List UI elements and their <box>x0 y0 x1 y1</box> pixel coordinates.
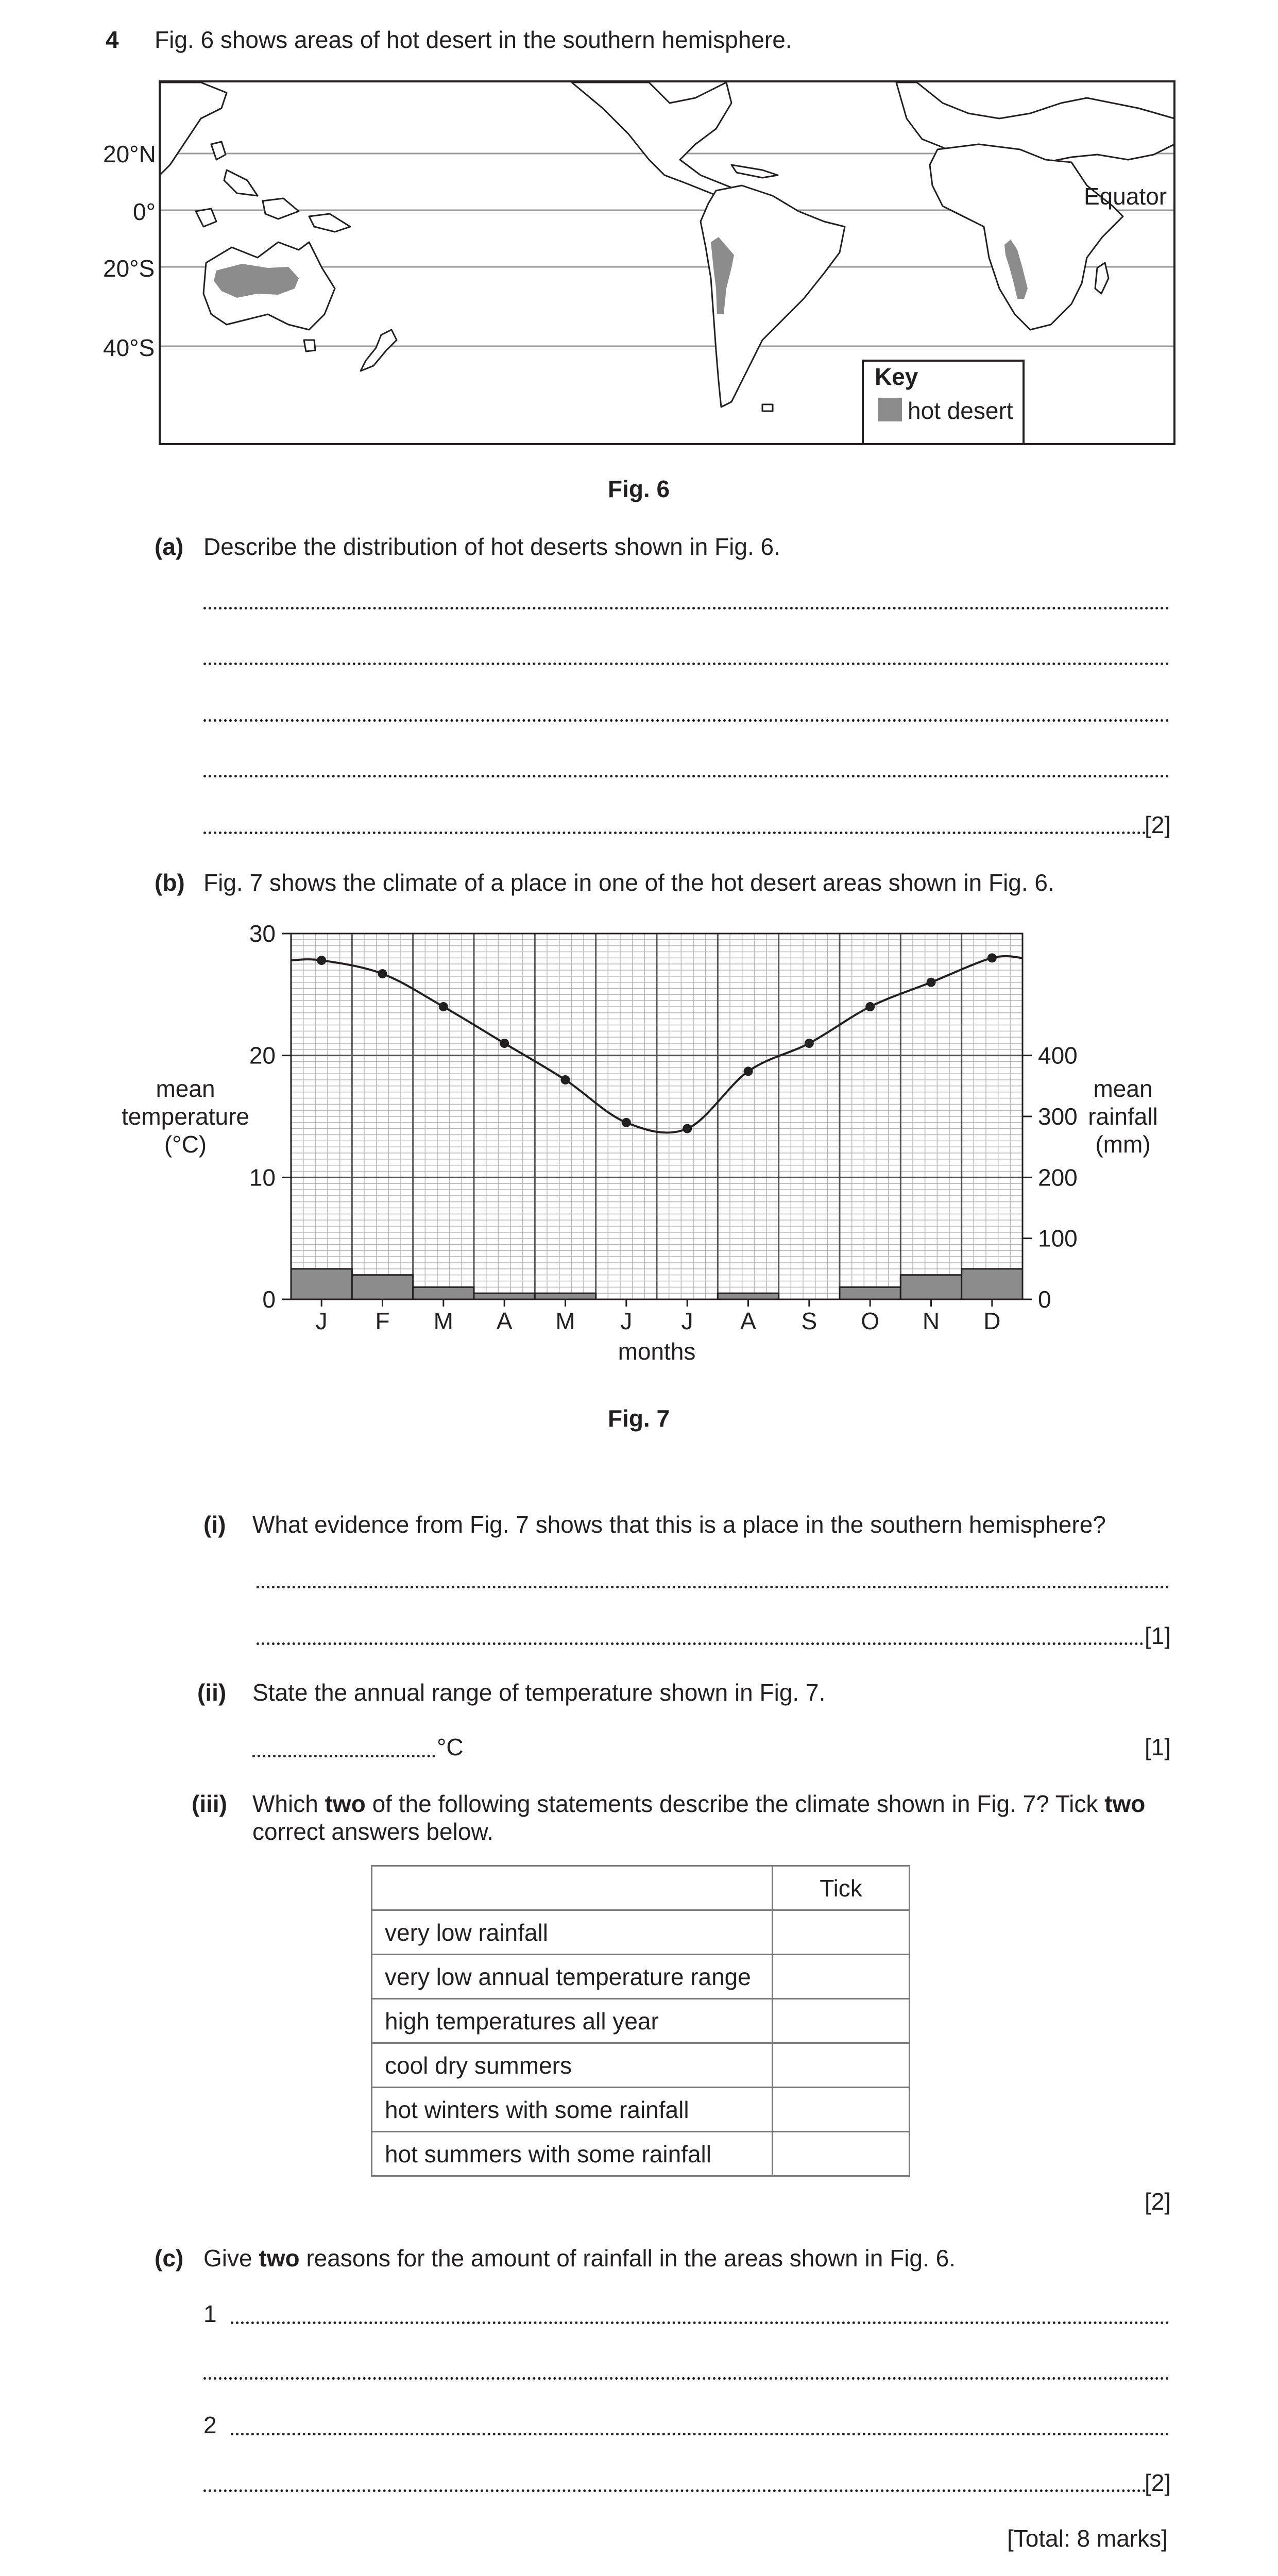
tick-column-header: Tick <box>773 1866 910 1910</box>
reason-number-1: 1 <box>203 2300 217 2327</box>
part-i-label: (i) <box>203 1511 226 1538</box>
part-ii-label: (ii) <box>197 1679 227 1706</box>
fig6-caption: Fig. 6 <box>607 476 670 502</box>
month-label: J <box>620 1308 633 1334</box>
part-b-label: (b) <box>155 869 185 896</box>
statement-table <box>371 1865 910 2177</box>
tick-cell[interactable] <box>773 2132 910 2176</box>
temperature-point <box>805 1039 814 1048</box>
temperature-point <box>622 1118 631 1127</box>
question-intro: Fig. 6 shows areas of hot desert in the southern hemisphere. <box>155 26 792 53</box>
equator-label: Equator <box>1084 183 1167 210</box>
rainfall-bar <box>962 1269 1023 1299</box>
month-label: S <box>801 1308 817 1334</box>
tick-cell[interactable] <box>773 2043 910 2088</box>
text-run: reasons for the amount of rainfall in the areas shown in Fig. 6. <box>299 2245 956 2272</box>
left-axis-label-line: mean <box>156 1075 215 1102</box>
statement-cell: cool dry summers <box>372 2043 773 2088</box>
rainfall-bar <box>291 1269 352 1299</box>
tick-cell[interactable] <box>773 1910 910 1955</box>
right-axis-label <box>1061 1075 1185 1158</box>
fig7-caption: Fig. 7 <box>607 1405 670 1432</box>
left-axis-label <box>103 1075 268 1158</box>
statement-cell: hot summers with some rainfall <box>372 2132 773 2176</box>
part-b-text: Fig. 7 shows the climate of a place in one of the hot desert areas shown in Fig. 6. <box>203 869 1054 896</box>
table-row <box>372 1910 910 1955</box>
part-i-marks: [1] <box>1145 1622 1171 1649</box>
reason-number-2: 2 <box>203 2412 217 2438</box>
temperature-point <box>317 956 326 965</box>
temperature-point <box>683 1124 692 1133</box>
statement-cell: very low annual temperature range <box>372 1955 773 1999</box>
part-ii-marks: [1] <box>1145 1734 1171 1760</box>
answer-line[interactable] <box>257 1586 1169 1588</box>
month-label: M <box>555 1308 575 1334</box>
lat-label-40s: 40°S <box>103 334 155 361</box>
lat-label-20s: 20°S <box>103 255 155 282</box>
part-c-label: (c) <box>155 2245 184 2272</box>
temperature-point <box>561 1075 570 1084</box>
table-row <box>372 1955 910 1999</box>
right-tick-label: 300 <box>1038 1103 1078 1130</box>
statement-cell: hot winters with some rainfall <box>372 2088 773 2132</box>
answer-line[interactable] <box>257 1642 1144 1645</box>
temperature-point <box>500 1039 509 1048</box>
temperature-point <box>865 1002 875 1011</box>
table-row <box>372 2043 910 2088</box>
text-run: Which <box>252 1790 325 1817</box>
temperature-point <box>744 1066 753 1076</box>
part-iii-question-line2: correct answers below. <box>252 1818 493 1845</box>
part-i-text: What evidence from Fig. 7 shows that this is a place in the southern hemisphere? <box>252 1511 1106 1538</box>
range-unit: °C <box>437 1734 464 1760</box>
month-label: F <box>375 1308 390 1334</box>
lat-label-20n: 20°N <box>103 141 156 167</box>
total-marks: [Total: 8 marks] <box>1007 2525 1168 2552</box>
table-row <box>372 1999 910 2043</box>
left-axis-label-line: (°C) <box>164 1131 207 1158</box>
tick-cell[interactable] <box>773 1955 910 1999</box>
part-iii-question <box>252 1790 1145 1818</box>
rainfall-bar <box>474 1293 535 1299</box>
left-tick-label: 0 <box>262 1286 276 1313</box>
part-ii-text: State the annual range of temperature shown in Fig. 7. <box>252 1679 826 1706</box>
text-run: two <box>1104 1790 1146 1817</box>
temperature-point <box>439 1002 448 1011</box>
answer-line[interactable] <box>203 2489 1146 2492</box>
month-label: M <box>433 1308 453 1334</box>
table-row <box>372 2088 910 2132</box>
rainfall-bar <box>413 1287 474 1299</box>
month-label: D <box>983 1308 1001 1334</box>
x-axis-label: months <box>618 1338 696 1365</box>
month-label: J <box>315 1308 328 1334</box>
temperature-point <box>987 953 997 962</box>
left-axis-label-line: temperature <box>121 1103 249 1130</box>
rainfall-bar <box>718 1293 778 1299</box>
key-title: Key <box>875 363 918 390</box>
rainfall-bar <box>535 1293 595 1299</box>
tick-cell[interactable] <box>773 2088 910 2132</box>
question-number: 4 <box>106 26 119 53</box>
left-tick-label: 30 <box>249 920 276 947</box>
answer-line[interactable] <box>203 2377 1169 2380</box>
part-c-text <box>203 2244 956 2272</box>
month-label: J <box>681 1308 693 1334</box>
text-run: two <box>259 2245 300 2272</box>
month-label: N <box>922 1308 940 1334</box>
statement-cell: very low rainfall <box>372 1910 773 1955</box>
temperature-point <box>378 969 387 978</box>
right-axis-label-line: (mm) <box>1095 1131 1151 1158</box>
answer-line[interactable] <box>231 2433 1169 2435</box>
table-row <box>372 2132 910 2176</box>
part-a-label: (a) <box>155 533 184 560</box>
month-label: A <box>740 1308 756 1334</box>
right-tick-label: 400 <box>1038 1042 1078 1069</box>
part-a-text: Describe the distribution of hot deserts shown in Fig. 6. <box>203 533 780 560</box>
rainfall-bar <box>840 1287 900 1299</box>
statement-cell: high temperatures all year <box>372 1999 773 2043</box>
table-header-row <box>372 1866 910 1910</box>
lat-label-0: 0° <box>133 198 156 225</box>
part-c-marks: [2] <box>1145 2469 1171 2496</box>
text-run: Give <box>203 2245 259 2272</box>
left-tick-label: 20 <box>249 1042 276 1069</box>
key-item-label: hot desert <box>908 397 1013 424</box>
answer-line[interactable] <box>231 2321 1169 2324</box>
rainfall-bar <box>900 1275 961 1299</box>
rainfall-bar <box>352 1275 413 1299</box>
table-header-blank <box>372 1866 773 1910</box>
right-tick-label: 0 <box>1038 1286 1051 1313</box>
right-axis-label-line: mean <box>1093 1075 1153 1102</box>
temperature-point <box>927 978 936 987</box>
right-tick-label: 100 <box>1038 1225 1078 1252</box>
left-tick-label: 10 <box>249 1164 276 1191</box>
text-run: two <box>325 1790 366 1817</box>
text-run: of the following statements describe the climate shown in Fig. 7? Tick <box>365 1790 1105 1817</box>
month-label: O <box>861 1308 880 1334</box>
right-tick-label: 200 <box>1038 1164 1078 1191</box>
month-label: A <box>496 1308 513 1334</box>
part-iii-marks: [2] <box>1145 2188 1171 2215</box>
tick-cell[interactable] <box>773 1999 910 2043</box>
part-a-marks: [2] <box>1145 811 1171 838</box>
range-answer-line[interactable] <box>252 1755 435 1757</box>
right-axis-label-line: rainfall <box>1088 1103 1158 1130</box>
part-iii-label: (iii) <box>192 1790 227 1817</box>
